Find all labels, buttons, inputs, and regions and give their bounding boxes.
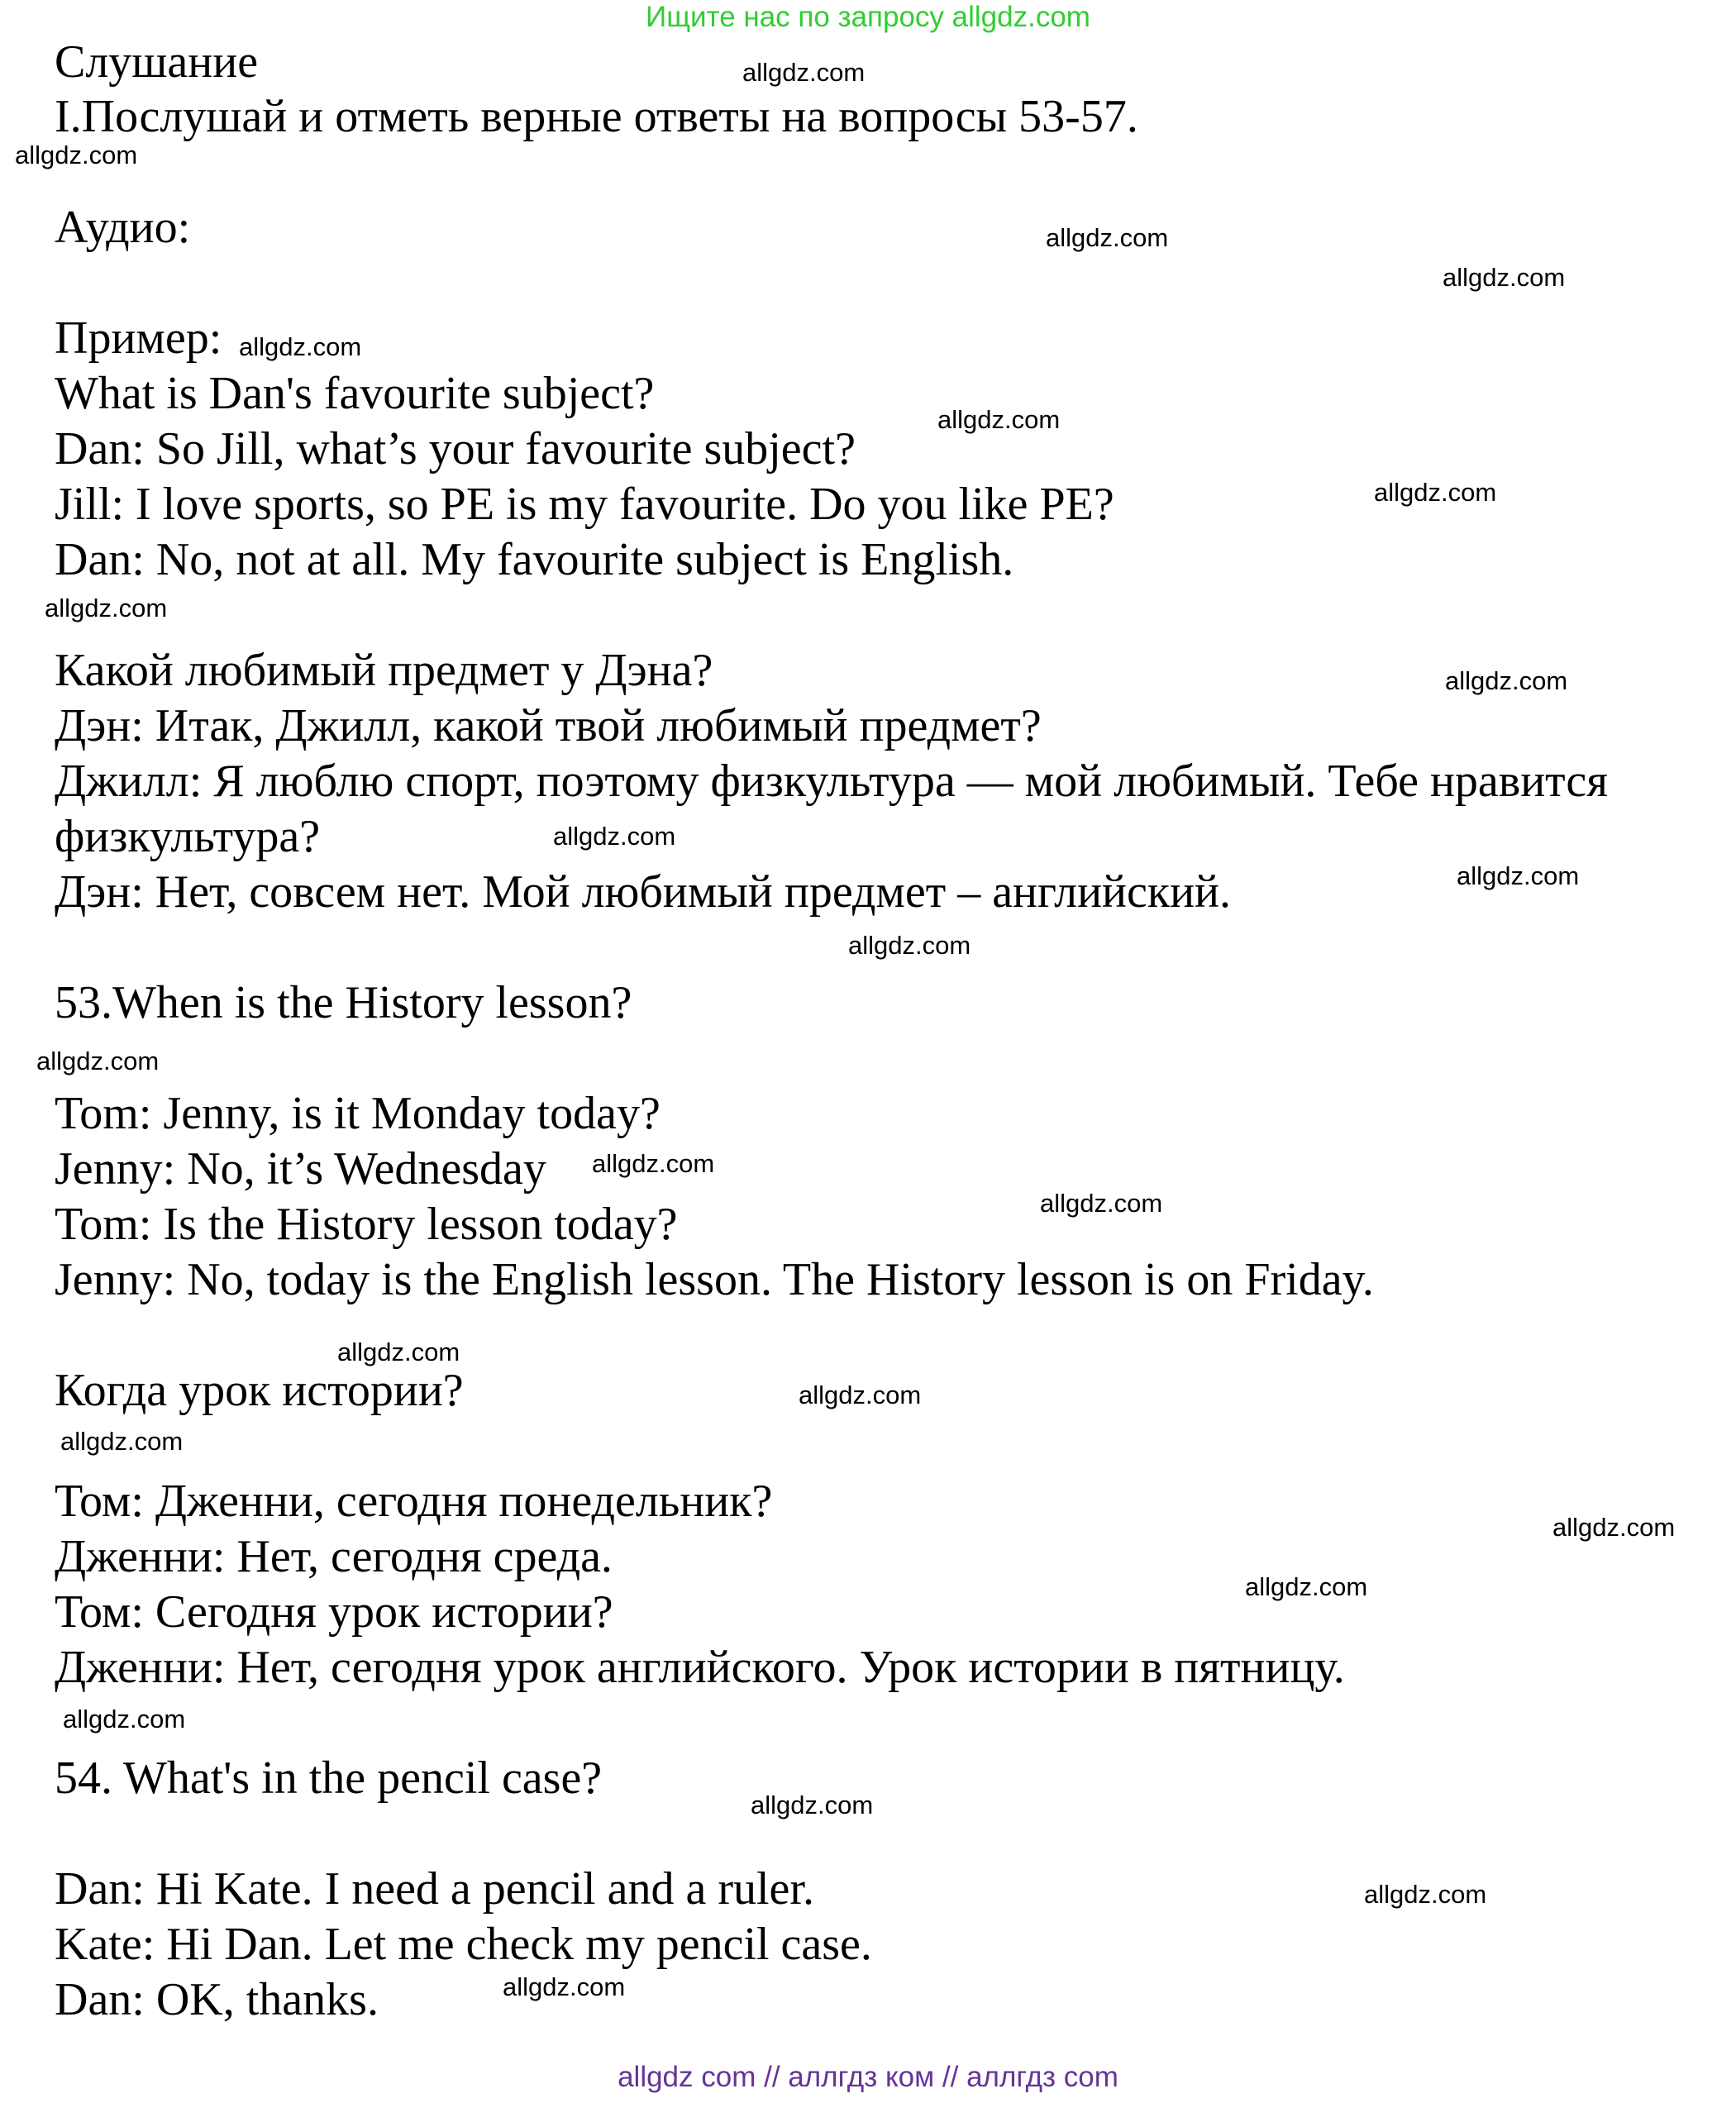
example-question-en: What is Dan's favourite subject?: [55, 368, 655, 419]
q54-dialogue-en-line: Kate: Hi Dan. Let me check my pencil case.: [55, 1919, 872, 1970]
watermark: allgdz.com: [742, 58, 866, 87]
example-dialogue-en-line: Dan: So Jill, what’s your favourite subject?: [55, 423, 856, 474]
watermark: allgdz.com: [1552, 1513, 1676, 1542]
q54-question-en: 54. What's in the pencil case?: [55, 1752, 603, 1804]
watermark: allgdz.com: [848, 931, 971, 960]
watermark: allgdz.com: [1364, 1880, 1487, 1909]
watermark: allgdz.com: [799, 1381, 922, 1409]
q53-question-ru: Когда урок истории?: [55, 1365, 464, 1416]
example-dialogue-ru-line: Дэн: Нет, совсем нет. Мой любимый предмет – английский.: [55, 866, 1232, 918]
watermark: allgdz.com: [592, 1149, 715, 1178]
watermark: allgdz.com: [36, 1047, 160, 1075]
q53-dialogue-ru-line: Том: Сегодня урок истории?: [55, 1586, 613, 1638]
example-question-ru: Какой любимый предмет у Дэна?: [55, 645, 713, 696]
example-dialogue-en-line: Jill: I love sports, so PE is my favourite. Do you like PE?: [55, 479, 1114, 530]
watermark: allgdz.com: [553, 822, 676, 851]
watermark: allgdz.com: [937, 405, 1061, 434]
watermark: allgdz.com: [1374, 478, 1497, 507]
q54-dialogue-en-line: Dan: OK, thanks.: [55, 1974, 379, 2025]
watermark: allgdz.com: [239, 332, 362, 361]
task-instruction: I.Послушай и отметь верные ответы на вопросы 53-57.: [55, 91, 1138, 142]
watermark: allgdz.com: [1040, 1189, 1163, 1218]
watermark: allgdz.com: [1245, 1572, 1368, 1601]
watermark: allgdz.com: [1046, 223, 1169, 252]
q53-dialogue-en-line: Tom: Jenny, is it Monday today?: [55, 1088, 661, 1139]
watermark: allgdz.com: [337, 1338, 460, 1366]
watermark: allgdz.com: [503, 1972, 626, 2001]
audio-label: Аудио:: [55, 202, 191, 253]
example-label: Пример:: [55, 312, 222, 364]
section-title: Слушание: [55, 36, 259, 88]
watermark: allgdz.com: [751, 1791, 874, 1819]
watermark: allgdz.com: [63, 1705, 186, 1733]
q53-dialogue-en-line: Jenny: No, it’s Wednesday: [55, 1143, 546, 1195]
watermark: allgdz.com: [1445, 666, 1568, 695]
example-dialogue-ru-line: Джилл: Я люблю спорт, поэтому физкультура — мой любимый. Тебе нравится: [55, 756, 1608, 807]
example-dialogue-ru-line: физкультура?: [55, 811, 321, 862]
q54-dialogue-en-line: Dan: Hi Kate. I need a pencil and a ruler.: [55, 1863, 814, 1915]
q53-question-en: 53.When is the History lesson?: [55, 977, 632, 1028]
q53-dialogue-en-line: Jenny: No, today is the English lesson. The History lesson is on Friday.: [55, 1254, 1374, 1305]
q53-dialogue-ru-line: Дженни: Нет, сегодня среда.: [55, 1531, 613, 1582]
q53-dialogue-en-line: Tom: Is the History lesson today?: [55, 1199, 678, 1250]
watermark: allgdz.com: [1457, 861, 1580, 890]
q53-dialogue-ru-line: Дженни: Нет, сегодня урок английского. Урок истории в пятницу.: [55, 1642, 1345, 1693]
watermark: allgdz.com: [45, 594, 168, 622]
top-banner: Ищите нас по запросу allgdz.com: [646, 1, 1090, 33]
example-dialogue-en-line: Dan: No, not at all. My favourite subject is English.: [55, 534, 1014, 585]
footer-links: allgdz com // аллгдз ком // аллгдз com: [618, 2061, 1118, 2093]
example-dialogue-ru-line: Дэн: Итак, Джилл, какой твой любимый предмет?: [55, 700, 1042, 751]
watermark: allgdz.com: [60, 1427, 184, 1456]
q53-dialogue-ru-line: Том: Дженни, сегодня понедельник?: [55, 1476, 773, 1527]
watermark: allgdz.com: [1443, 263, 1566, 292]
watermark: allgdz.com: [15, 141, 138, 169]
